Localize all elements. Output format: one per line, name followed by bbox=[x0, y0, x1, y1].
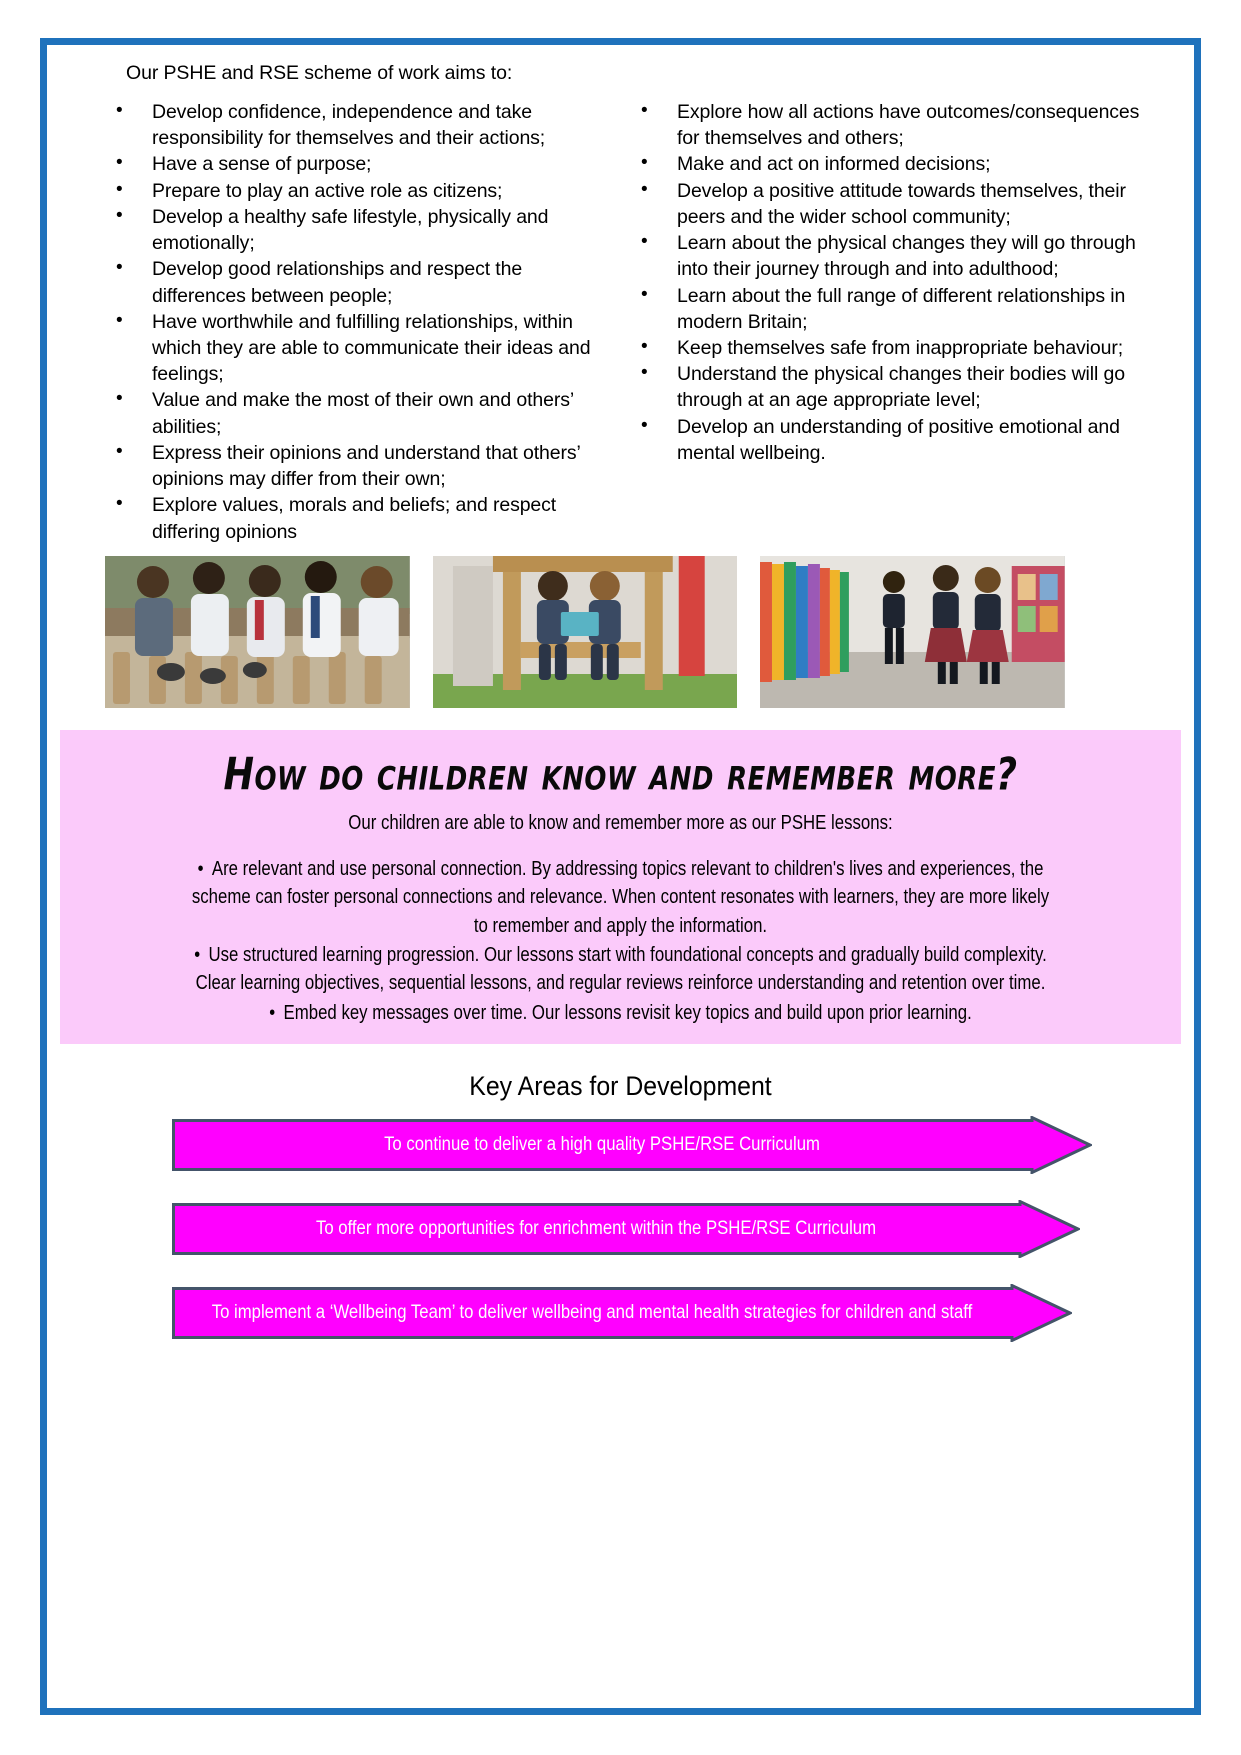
list-item bbox=[187, 999, 1055, 1027]
list-item: • Develop confidence, independence and take responsibility for themselves and their actions; bbox=[100, 99, 615, 151]
list-item bbox=[187, 941, 1055, 998]
aims-intro: Our PSHE and RSE scheme of work aims to: bbox=[126, 62, 513, 84]
list-item-text: Embed key messages over time. Our lessons revisit key topics and build upon prior learning. bbox=[283, 1001, 972, 1024]
arrow-row bbox=[92, 1284, 1149, 1368]
aims-list-right bbox=[625, 99, 1143, 466]
list-item: • Explore values, morals and beliefs; and respect differing opinions bbox=[100, 492, 615, 544]
aims-column-right bbox=[615, 99, 1143, 545]
photo-children-corridor bbox=[760, 556, 1065, 708]
aims-columns bbox=[92, 99, 1149, 545]
list-item: • Develop an understanding of positive emotional and mental wellbeing. bbox=[625, 414, 1143, 466]
arrow-banner-2[interactable] bbox=[172, 1200, 1080, 1258]
pink-panel-list bbox=[80, 855, 1161, 1027]
list-item: • Prepare to play an active role as citizens; bbox=[100, 178, 615, 204]
photo-children-outdoor-mud-kitchen bbox=[105, 556, 410, 708]
list-item: • Learn about the full range of different relationships in modern Britain; bbox=[625, 283, 1143, 335]
list-item: • Learn about the physical changes they will go through into their journey through and into adulthood; bbox=[625, 230, 1143, 282]
page-content bbox=[60, 52, 1181, 1368]
list-item: • Have worthwhile and fulfilling relationships, within which they are able to communicate their ideas and feelings; bbox=[100, 309, 615, 388]
arrow-label-1: To continue to deliver a high quality PSHE/RSE Curriculum bbox=[384, 1134, 820, 1156]
bullet-icon: • bbox=[269, 1001, 276, 1024]
arrow-row bbox=[92, 1200, 1149, 1284]
list-item: • Explore how all actions have outcomes/consequences for themselves and others; bbox=[625, 99, 1143, 151]
list-item: • Make and act on informed decisions; bbox=[625, 151, 1143, 177]
list-item: • Express their opinions and understand that others’ opinions may differ from their own; bbox=[100, 440, 615, 492]
list-item: • Have a sense of purpose; bbox=[100, 151, 615, 177]
list-item: • Understand the physical changes their bodies will go through at an age appropriate level; bbox=[625, 361, 1143, 413]
list-item: • Develop good relationships and respect the differences between people; bbox=[100, 256, 615, 308]
arrow-banner-3[interactable] bbox=[172, 1284, 1072, 1342]
bullet-icon: • bbox=[194, 943, 201, 966]
aims-column-left bbox=[92, 99, 615, 545]
arrow-label-2: To offer more opportunities for enrichment within the PSHE/RSE Curriculum bbox=[315, 1218, 877, 1240]
list-item: • Value and make the most of their own and others’ abilities; bbox=[100, 387, 615, 439]
bullet-icon: • bbox=[197, 857, 204, 880]
key-areas-arrows bbox=[92, 1116, 1149, 1368]
list-item bbox=[187, 855, 1055, 940]
list-item: • Develop a healthy safe lifestyle, physically and emotionally; bbox=[100, 204, 615, 256]
pink-panel-subtitle: Our children are able to know and remember more as our PSHE lessons: bbox=[348, 811, 893, 834]
pink-panel-title: How do children know and remember more? bbox=[223, 747, 1018, 800]
arrow-banner-1[interactable] bbox=[172, 1116, 1092, 1174]
photo-children-reading-playhouse bbox=[433, 556, 738, 708]
list-item-text: Are relevant and use personal connection. By addressing topics relevant to children's lives and experiences, the scheme can foster personal connections and relevance. When content resonates with learners, they are more likely to remember and apply the information. bbox=[191, 857, 1050, 937]
how-children-remember-panel bbox=[60, 730, 1181, 1044]
photo-strip bbox=[105, 556, 1065, 708]
arrow-row bbox=[92, 1116, 1149, 1200]
list-item: • Develop a positive attitude towards themselves, their peers and the wider school community; bbox=[625, 178, 1143, 230]
aims-list-left bbox=[100, 99, 615, 545]
key-areas-title: Key Areas for Development bbox=[469, 1071, 772, 1102]
list-item-text: Use structured learning progression. Our lessons start with foundational concepts and gradually build complexity. Clear learning objectives, sequential lessons, and regular reviews reinforce understanding and retention over time. bbox=[195, 943, 1047, 995]
arrow-label-3: To implement a ‘Wellbeing Team’ to deliver wellbeing and mental health strategies for children and staff bbox=[211, 1302, 973, 1324]
list-item: • Keep themselves safe from inappropriate behaviour; bbox=[625, 335, 1143, 361]
